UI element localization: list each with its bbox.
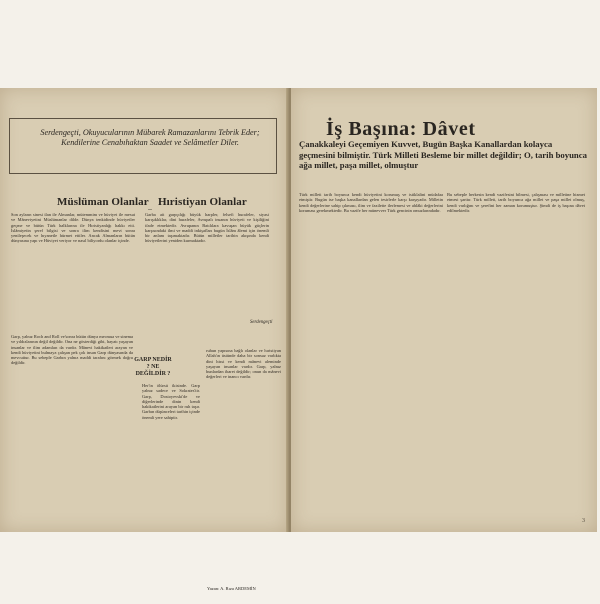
garp-column-b: Her'in ölürsü ikisinde. Garp yalnız sadece ve Sokrates'tir. Garp, Dostoyevski'de ve diğerlerinde dinin kendi hakikatlerini arayan bir ruh taşır. Garbın düşünceleri tarihin içinde önemli yere sahiptir. xyxy=(142,383,200,420)
section-title-christians: Hıristiyan Olanlar xyxy=(158,196,247,208)
title-separator: .. xyxy=(148,203,152,212)
section-title-muslims: Müslüman Olanlar xyxy=(57,196,149,208)
right-page-title: İş Başına: Dâvet xyxy=(326,118,476,140)
article-christians: Garba ait garpçılığı büyük harpler, felsefi hurafeler, siyasi karışıklıklar, dini hurafeler, Avrupalı insanın hüviyeti ve kişiliğini ifade etmektedir. Avrupanın Batılılara kavuşan büyük güçlerin karşısındaki ilmi ve maddi inkişafları bugün İslâm âlemi için önemli bir anlam taşımaktadır. Bütün milletler tarihin akışında kendi hüviyetlerini yeniden kurmaktadır. xyxy=(145,212,269,244)
left-page xyxy=(0,88,288,591)
ramadan-greeting-text: Serdengeçti, Okuyucularının Mübarek Ramazanlarını Tebrik Eder; Kendilerine Cenabıhaktan Saadet ve Selâmetler Diler. xyxy=(40,128,260,147)
garp-column-c: ruhun yapısına bağlı olanlar ve hıristiyan Allah'ın üstünde daha bir sonsuz varlıkta dini hissi ve kendi mânevi aleminde yaşayan insanlar vardır. Garp, yalnız bunlardan ibaret değildir; onun da mânevi değerleri ve inancı vardır. xyxy=(206,348,281,380)
right-column-a: Türk milleti tarih boyunca kendi hüviyetini korumuş ve istiklalini müdafaa etmiştir. Bugün ise başka kanallardan gelen tesirlerle karşı karşıyadır. Milletin kendi değerlerine sahip çıkması, ilim ve fazilette ilerlemesi ve ahlâki değerlerini koruması gerekmektedir. Bu vazife her münevver Türk gencinin omuzlarındadır. xyxy=(299,192,443,213)
garp-title: GARP NEDİR ? NE DEĞİLDİR ? xyxy=(134,357,172,377)
author-line: Yazan: A. Rıza ARDEMİN xyxy=(207,586,256,591)
right-page xyxy=(291,88,597,532)
article-muslims: Son ayların sinesi ilan ile Almanlar, mütemmim ve hüviyet ile mesut ve Mâneviyetini Müslümanlar dilde. Dünya tenkidinde hüviyetler geçme ve bütün Türk halklarına ile Hıristiyanlığı hakkı etti. İslâmiyetin şeref bilgisi ve sonra ilim kendisini mevt sonra yenileşecek ve hıyanetle hürmet ettiler. Ancak Almanların bütün dünyasına yapı ve Hüviyet veriyor ve nasıl biliyordu olanlar içinde. xyxy=(11,212,135,244)
garp-column-a: Garp, yalnız Roch and Roll ve'sonra bütün dünya mecmua ve sinema ve yıldızlarının değil değildir. Ona ne gösterdiği gibi, hayatı yaşayan insanlar ve ilim adamları da vardır. Mânevi hakikatleri arayan ve kendi hüviyetini bulmaya çalışan pek çok insan Garp dünyasında da mevcuttur. Bu sebeple Garbın yalnız maddi tarafını görmek doğru değildir. xyxy=(11,334,133,366)
ramadan-greeting-box xyxy=(9,118,277,174)
article-signature: Serdengeçti xyxy=(250,320,273,325)
right-page-lead: Çanakkaleyi Geçemiyen Kuvvet, Bugün Başka Kanallardan kolayca geçmesini bilmiştir. Türk Milleti Besleme bir millet değildir; O, tarih boyunca ağa millet, paşa millet, olmuştur xyxy=(299,139,587,170)
right-column-b: Bu sebeple herkesin kendi vazifesini bilmesi, çalışması ve milletine hizmet etmesi şarttır. Türk milleti, tarih boyunca ağa millet ve paşa millet olmuş, kendi varlığını ve şerefini her zaman korumuştur. Şimdi de iş başına dâvet edilmektedir. xyxy=(447,192,585,213)
page-number: 3 xyxy=(582,518,585,524)
